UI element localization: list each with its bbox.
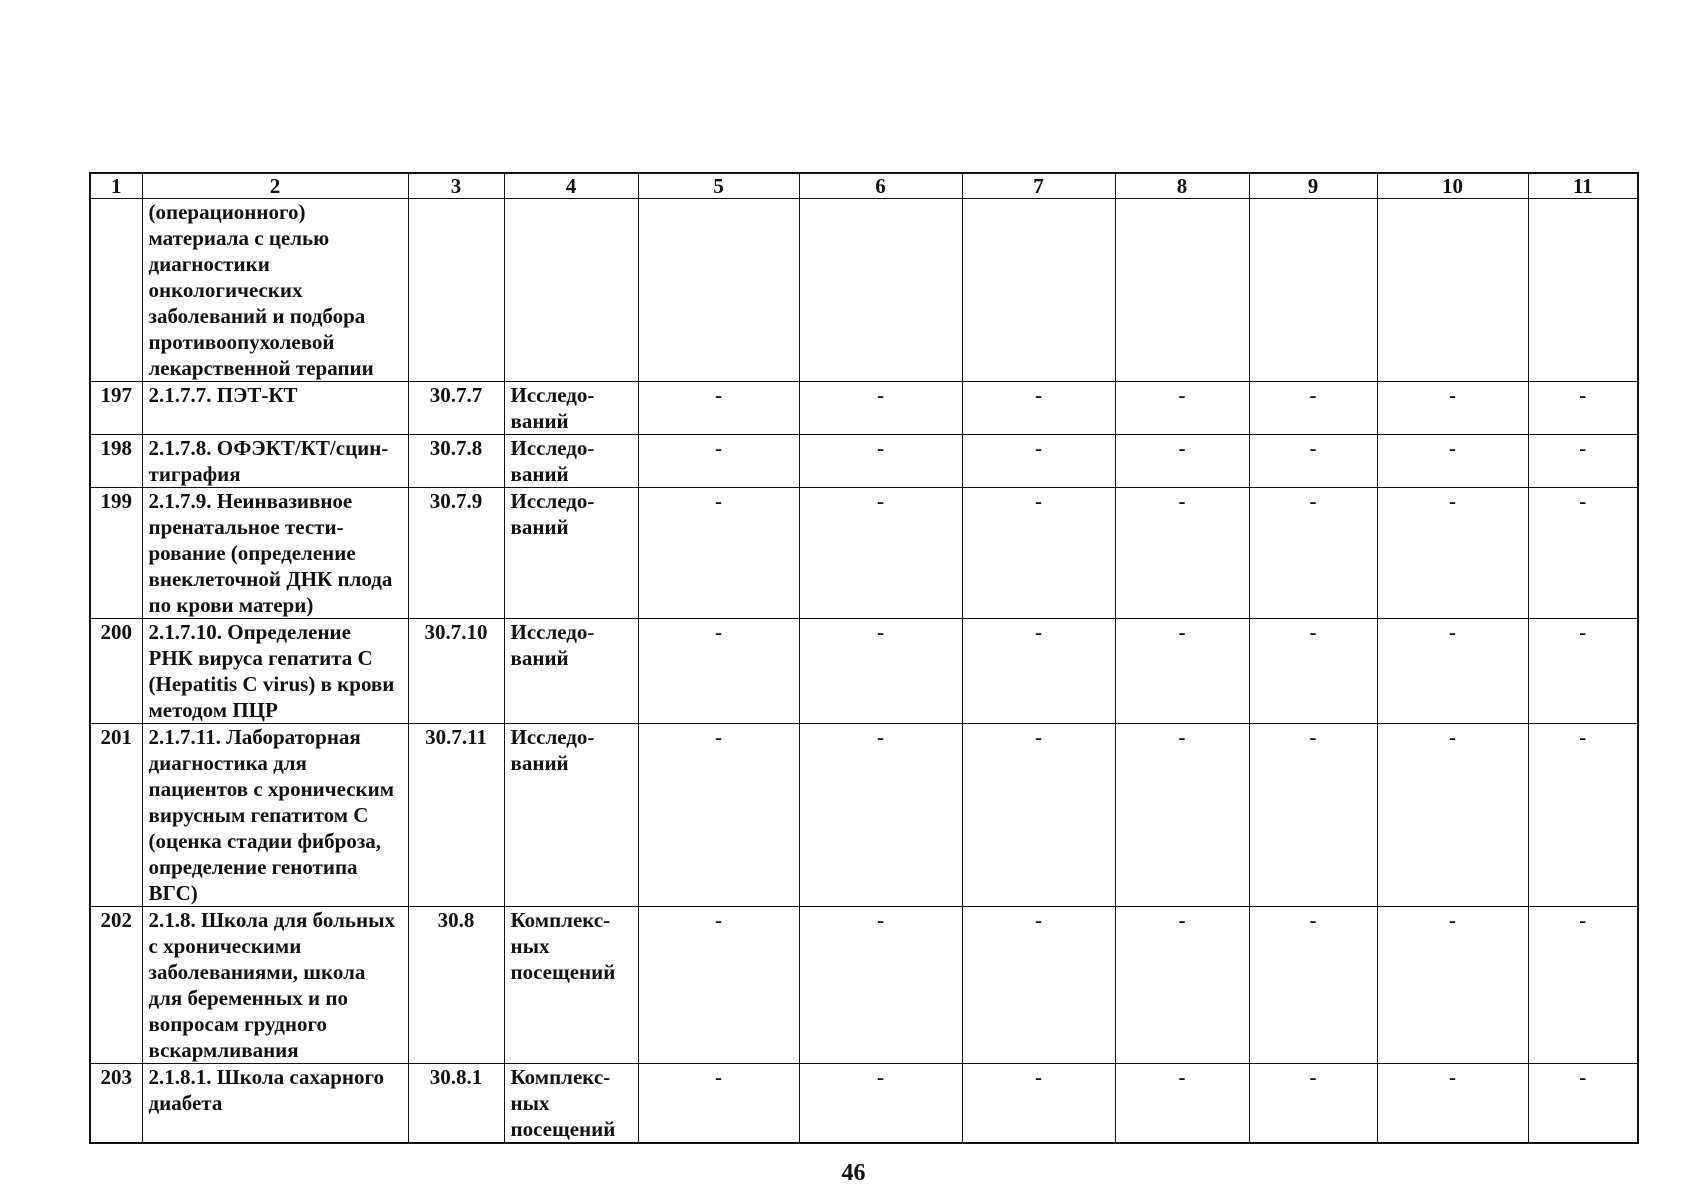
service-name-line: диабета [148, 1091, 223, 1115]
value-cell: - [962, 1064, 1115, 1144]
code-cell: 30.7.8 [408, 435, 504, 488]
value-cell: - [799, 435, 962, 488]
table-row [90, 488, 1638, 619]
table-row [90, 619, 1638, 724]
service-name-cell [142, 435, 408, 488]
value-cell: - [962, 488, 1115, 619]
value-cell: - [1528, 1064, 1638, 1144]
value-cell: - [799, 724, 962, 907]
service-name-line: вскармливания [148, 1038, 299, 1062]
service-name-line: рование (определение [148, 541, 356, 565]
unit-line: Исследо- [510, 383, 595, 407]
code-cell: 30.7.9 [408, 488, 504, 619]
unit-line: Исследо- [510, 489, 595, 513]
row-number-cell: 202 [90, 907, 142, 1064]
row-number-cell: 203 [90, 1064, 142, 1144]
service-name-cell [142, 907, 408, 1064]
service-name-line: ВГС) [148, 881, 198, 905]
service-name-cell [142, 1064, 408, 1144]
unit-cell [504, 382, 638, 435]
service-name-line: материала с целью [148, 226, 330, 250]
service-name-line: методом ПЦР [148, 698, 278, 722]
service-name-line: диагностика для [148, 751, 307, 775]
row-number-cell [90, 199, 142, 382]
value-cell: - [1528, 724, 1638, 907]
value-cell: - [1115, 382, 1249, 435]
code-cell: 30.7.7 [408, 382, 504, 435]
value-cell: - [638, 1064, 799, 1144]
value-cell: - [799, 382, 962, 435]
service-name-cell [142, 724, 408, 907]
unit-line: Исследо- [510, 620, 595, 644]
value-cell: - [1377, 1064, 1528, 1144]
unit-line: ных [510, 934, 550, 958]
value-cell: - [638, 619, 799, 724]
unit-line: ных [510, 1091, 550, 1115]
service-name-line: вопросам грудного [148, 1012, 327, 1036]
value-cell: - [799, 488, 962, 619]
value-cell: - [638, 488, 799, 619]
value-cell: - [1249, 488, 1377, 619]
service-name-line: (операционного) [148, 200, 306, 224]
header-cell: 4 [504, 173, 638, 199]
unit-line: Комплекс- [510, 908, 611, 932]
service-name-line: онкологических [148, 278, 303, 302]
page-number: 46 [841, 1160, 866, 1186]
service-name-line: 2.1.7.11. Лабораторная [148, 725, 361, 749]
service-name-line: 2.1.8. Школа для больных [148, 908, 395, 932]
header-cell: 5 [638, 173, 799, 199]
unit-line: ваний [510, 409, 569, 433]
unit-line: посещений [510, 1117, 616, 1141]
service-name-line: 2.1.7.9. Неинвазивное [148, 489, 353, 513]
service-name-line: заболеваний и подбора [148, 304, 366, 328]
value-cell: - [1249, 907, 1377, 1064]
header-cell: 11 [1528, 173, 1638, 199]
row-number-cell: 201 [90, 724, 142, 907]
value-cell: - [1377, 724, 1528, 907]
service-name-line: (Hepatitis C virus) в крови [148, 672, 395, 696]
value-cell [1528, 199, 1638, 382]
value-cell: - [1115, 619, 1249, 724]
table-body [90, 199, 1638, 1144]
value-cell [962, 199, 1115, 382]
header-cell: 8 [1115, 173, 1249, 199]
header-cell: 9 [1249, 173, 1377, 199]
value-cell: - [1249, 619, 1377, 724]
unit-cell [504, 619, 638, 724]
unit-cell [504, 724, 638, 907]
service-name-line: противоопухолевой [148, 330, 335, 354]
unit-line: Комплекс- [510, 1065, 611, 1089]
value-cell: - [1115, 724, 1249, 907]
row-number-cell: 200 [90, 619, 142, 724]
unit-line: Исследо- [510, 436, 595, 460]
unit-line: ваний [510, 751, 569, 775]
value-cell: - [1249, 1064, 1377, 1144]
unit-cell [504, 199, 638, 382]
value-cell: - [638, 907, 799, 1064]
service-name-line: вирусным гепатитом С [148, 803, 369, 827]
table-row [90, 907, 1638, 1064]
service-name-line: с хроническими [148, 934, 302, 958]
service-name-line: тиграфия [148, 462, 241, 486]
service-name-cell [142, 199, 408, 382]
value-cell [799, 199, 962, 382]
row-number-cell: 197 [90, 382, 142, 435]
value-cell [1377, 199, 1528, 382]
service-name-line: пациентов с хроническим [148, 777, 395, 801]
value-cell: - [1249, 435, 1377, 488]
header-cell: 7 [962, 173, 1115, 199]
code-cell: 30.8.1 [408, 1064, 504, 1144]
value-cell [1249, 199, 1377, 382]
value-cell: - [1115, 488, 1249, 619]
code-cell: 30.7.10 [408, 619, 504, 724]
value-cell: - [1377, 488, 1528, 619]
value-cell: - [638, 435, 799, 488]
value-cell: - [799, 907, 962, 1064]
value-cell: - [1249, 382, 1377, 435]
value-cell: - [962, 435, 1115, 488]
unit-line: ваний [510, 515, 569, 539]
value-cell: - [1115, 435, 1249, 488]
table-row [90, 382, 1638, 435]
row-number-cell: 199 [90, 488, 142, 619]
service-name-line: 2.1.8.1. Школа сахарного [148, 1065, 384, 1089]
header-row [90, 173, 1638, 199]
value-cell: - [1377, 435, 1528, 488]
value-cell: - [962, 619, 1115, 724]
value-cell: - [1377, 382, 1528, 435]
service-name-line: для беременных и по [148, 986, 348, 1010]
table-row [90, 199, 1638, 382]
value-cell: - [962, 724, 1115, 907]
unit-cell [504, 488, 638, 619]
row-number-cell: 198 [90, 435, 142, 488]
value-cell: - [1115, 907, 1249, 1064]
value-cell: - [799, 619, 962, 724]
code-cell [408, 199, 504, 382]
unit-cell [504, 1064, 638, 1144]
header-cell: 3 [408, 173, 504, 199]
value-cell: - [799, 1064, 962, 1144]
unit-line: посещений [510, 960, 616, 984]
unit-line: ваний [510, 646, 569, 670]
value-cell: - [1249, 724, 1377, 907]
value-cell: - [1377, 907, 1528, 1064]
table-row [90, 435, 1638, 488]
unit-line: ваний [510, 462, 569, 486]
service-name-cell [142, 382, 408, 435]
service-name-line: по крови матери) [148, 593, 314, 617]
service-name-line: внеклеточной ДНК плода [148, 567, 393, 591]
value-cell: - [1528, 435, 1638, 488]
unit-cell [504, 907, 638, 1064]
table-row [90, 724, 1638, 907]
service-name-line: лекарственной терапии [148, 356, 374, 380]
service-name-line: диагностики [148, 252, 270, 276]
value-cell: - [1115, 1064, 1249, 1144]
service-name-cell [142, 488, 408, 619]
service-name-line: определение генотипа [148, 855, 358, 879]
table-row [90, 1064, 1638, 1144]
value-cell [1115, 199, 1249, 382]
value-cell: - [638, 382, 799, 435]
service-name-line: 2.1.7.10. Определение [148, 620, 351, 644]
code-cell: 30.8 [408, 907, 504, 1064]
header-cell: 10 [1377, 173, 1528, 199]
service-name-line: РНК вируса гепатита С [148, 646, 373, 670]
service-name-line: пренатальное тести- [148, 515, 344, 539]
unit-cell [504, 435, 638, 488]
value-cell: - [638, 724, 799, 907]
value-cell: - [1528, 488, 1638, 619]
service-name-line: 2.1.7.7. ПЭТ-КТ [148, 383, 298, 407]
value-cell: - [1377, 619, 1528, 724]
service-name-line: заболеваниями, школа [148, 960, 366, 984]
value-cell [638, 199, 799, 382]
service-name-line: (оценка стадии фиброза, [148, 829, 382, 853]
value-cell: - [1528, 619, 1638, 724]
service-name-line: 2.1.7.8. ОФЭКТ/КТ/сцин- [148, 436, 389, 460]
header-cell: 6 [799, 173, 962, 199]
unit-line: Исследо- [510, 725, 595, 749]
service-name-cell [142, 619, 408, 724]
code-cell: 30.7.11 [408, 724, 504, 907]
data-table [89, 172, 1639, 1144]
header-cell: 1 [90, 173, 142, 199]
value-cell: - [962, 382, 1115, 435]
value-cell: - [1528, 382, 1638, 435]
value-cell: - [1528, 907, 1638, 1064]
value-cell: - [962, 907, 1115, 1064]
header-cell: 2 [142, 173, 408, 199]
